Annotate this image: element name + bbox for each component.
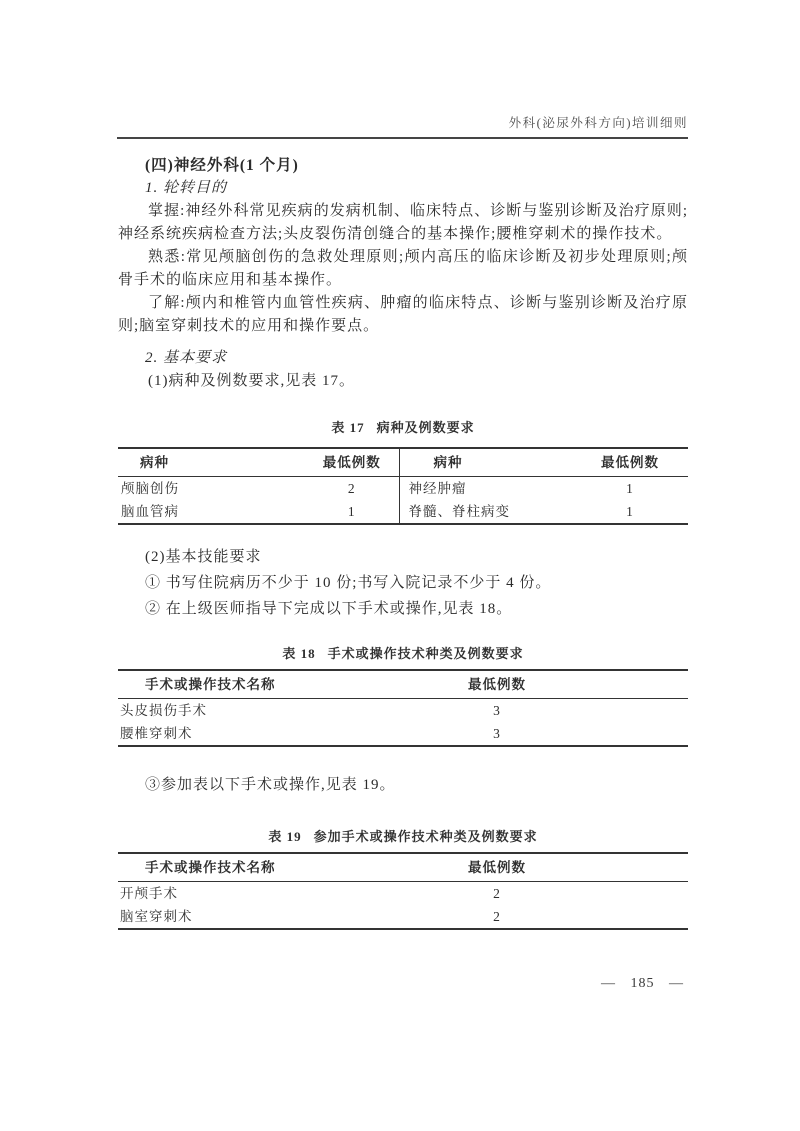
table18-col-min: 最低例数 [306, 670, 688, 699]
table18-cell-count: 3 [493, 726, 501, 741]
table18-cell-count: 3 [493, 703, 501, 718]
table17 [118, 447, 688, 525]
header-rule [117, 137, 688, 139]
table17-caption-title: 病种及例数要求 [376, 420, 475, 435]
table17-cell-disease: 脑血管病 [121, 504, 179, 519]
section-heading: (四)神经外科(1 个月) [145, 157, 299, 174]
rotation-purpose-title: 1. 轮转目的 [145, 180, 228, 196]
table19-cell-name: 脑室穿刺术 [120, 909, 193, 924]
table17-caption-label: 表 17 [331, 420, 365, 435]
table17-col-disease-left: 病种 [118, 448, 305, 477]
table17-col-disease-right: 病种 [399, 448, 572, 477]
table19-caption-title: 参加手术或操作技术种类及例数要求 [313, 829, 538, 844]
table17-header-row [118, 448, 688, 477]
table17-cell-disease: 神经肿瘤 [399, 477, 572, 501]
requirement-skills-line: (2)基本技能要求 [145, 549, 262, 565]
table19 [118, 852, 688, 930]
table18-cell-name: 腰椎穿刺术 [120, 726, 193, 741]
table17-cell-disease: 颅脑创伤 [121, 481, 179, 496]
table17-cell-count: 1 [347, 504, 356, 519]
paragraph-master: 掌握:神经外科常见疾病的发病机制、临床特点、诊断与鉴别诊断及治疗原则;神经系统疾病检查方法;头皮裂伤清创缝合的基本操作;腰椎穿刺术的操作技术。 [118, 203, 688, 242]
table19-caption-label: 表 19 [268, 829, 302, 844]
table-row [118, 905, 688, 929]
table19-col-name: 手术或操作技术名称 [118, 853, 306, 882]
table18 [118, 669, 688, 747]
basic-requirements-title: 2. 基本要求 [145, 350, 228, 366]
table19-cell-count: 2 [493, 909, 501, 924]
table19-header-row [118, 853, 688, 882]
table19-col-min: 最低例数 [306, 853, 688, 882]
page-number: — 185 — [601, 976, 684, 991]
table-row [118, 500, 688, 524]
table-row [118, 699, 688, 723]
table17-cell-disease: 脊髓、脊柱病变 [399, 500, 572, 524]
running-header: 外科(泌尿外科方向)培训细则 [508, 116, 688, 130]
table17-caption [118, 421, 688, 435]
skill-item-1: ① 书写住院病历不少于 10 份;书写入院记录不少于 4 份。 [145, 575, 552, 591]
table18-col-name: 手术或操作技术名称 [118, 670, 306, 699]
basic-skills-block [118, 544, 688, 622]
table17-col-min-right: 最低例数 [572, 448, 688, 477]
table18-caption-label: 表 18 [282, 646, 316, 661]
table-row [118, 477, 688, 501]
table17-cell-count: 1 [626, 481, 634, 496]
paragraph-understand: 了解:颅内和椎管内血管性疾病、肿瘤的临床特点、诊断与鉴别诊断及治疗原则;脑室穿刺技术的应用和操作要点。 [118, 295, 688, 334]
table18-caption [118, 647, 688, 661]
paragraph-familiar: 熟悉:常见颅脑创伤的急救处理原则;颅内高压的临床诊断及初步处理原则;颅骨手术的临床应用和基本操作。 [118, 249, 688, 288]
skill-item-3: ③参加表以下手术或操作,见表 19。 [145, 777, 396, 793]
table18-cell-name: 头皮损伤手术 [120, 703, 207, 718]
table-row [118, 722, 688, 746]
table18-header-row [118, 670, 688, 699]
table17-col-min-left: 最低例数 [305, 448, 399, 477]
table19-cell-count: 2 [493, 886, 501, 901]
page-content [118, 154, 688, 930]
table17-cell-count: 1 [626, 504, 634, 519]
table19-cell-name: 开颅手术 [120, 886, 178, 901]
table17-cell-count: 2 [347, 481, 356, 496]
table18-caption-title: 手术或操作技术种类及例数要求 [327, 646, 524, 661]
table19-caption [118, 830, 688, 844]
skill-item-2: ② 在上级医师指导下完成以下手术或操作,见表 18。 [145, 601, 513, 617]
requirement-diseases-line: (1)病种及例数要求,见表 17。 [148, 373, 355, 389]
table-row [118, 882, 688, 906]
